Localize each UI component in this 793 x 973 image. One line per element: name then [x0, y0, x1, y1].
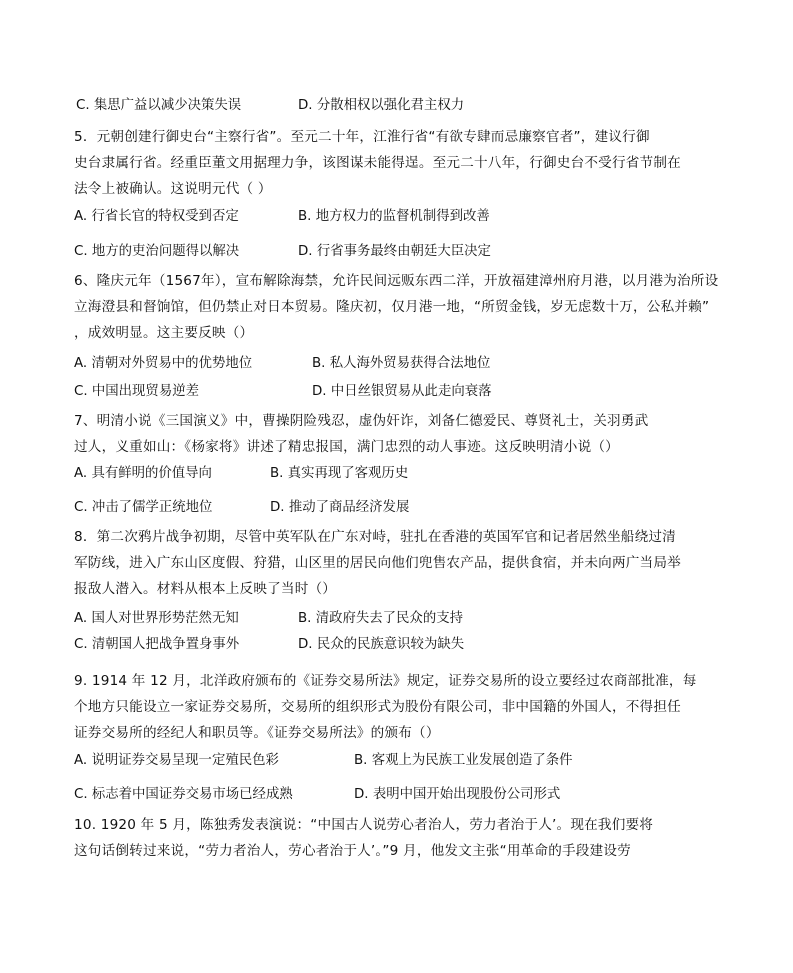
q5-option-d: D. 行省事务最终由朝廷大臣决定 — [298, 244, 491, 259]
q8-stem-line-1: 8．第二次鸦片战争初期，尽管中英军队在广东对峙，驻扎在香港的英国军官和记者居然坐船绕过清 — [74, 529, 676, 545]
q5-option-a: A. 行省长官的特权受到否定 — [74, 209, 239, 224]
q7-stem-line-1: 7、明清小说《三国演义》中，曹操阴险残忍，虚伪奸诈，刘备仁德爱民、尊贤礼士，关羽勇武 — [74, 413, 649, 429]
q8-option-d: D. 民众的民族意识较为缺失 — [298, 637, 465, 652]
q7-option-c: C. 冲击了儒学正统地位 — [74, 500, 213, 515]
q9-stem-line-3: 证券交易所的经纪人和职员等。《证券交易所法》的颁布（） — [74, 725, 440, 741]
q7-option-d: D. 推动了商品经济发展 — [270, 500, 410, 515]
q9-option-a: A. 说明证券交易呈现一定殖民色彩 — [74, 753, 279, 768]
q7-option-a: A. 具有鲜明的价值导向 — [74, 466, 212, 481]
q4-option-c: C. 集思广益以减少决策失误 — [76, 98, 242, 113]
q10-stem-line-2: 这句话倒转过来说，“劳力者治人，劳心者治于人’。”9 月，他发文主张“用革命的手段建设劳 — [74, 843, 631, 859]
q7-stem-line-2: 过人，义重如山：《杨家将》讲述了精忠报国，满门忠烈的动人事迹。这反映明清小说（） — [74, 439, 619, 455]
q8-stem-line-3: 报敌人潜入。材料从根本上反映了当时（） — [74, 581, 337, 597]
q5-stem-line-3: 法令上被确认。这说明元代（ ） — [74, 181, 272, 197]
q9-stem-line-1: 9. 1914 年 12 月，北洋政府颁布的《证券交易所法》规定，证券交易所的设立要经过农商部批准，每 — [74, 673, 697, 689]
q9-option-d: D. 表明中国开始出现股份公司形式 — [354, 787, 561, 802]
q5-option-b: B. 地方权力的监督机制得到改善 — [298, 209, 490, 224]
q8-option-a: A. 国人对世界形势茫然无知 — [74, 611, 239, 626]
q6-stem-line-3: ，成效明显。这主要反映（） — [74, 325, 254, 341]
q6-option-c: C. 中国出现贸易逆差 — [74, 384, 199, 399]
q8-option-b: B. 清政府失去了民众的支持 — [298, 611, 463, 626]
q9-option-b: B. 客观上为民族工业发展创造了条件 — [354, 753, 573, 768]
q5-stem-line-1: 5．元朝创建行御史台“主察行省”。至元二十年，江淮行省“有欲专肆而忌廉察官者”，建议行御 — [74, 129, 650, 145]
q5-stem-line-2: 史台隶属行省。经重臣董文用据理力争，该图谋未能得逞。至元二十八年，行御史台不受行省节制在 — [74, 155, 681, 171]
q10-stem-line-1: 10. 1920 年 5 月，陈独秀发表演说：“中国古人说劳心者治人，劳力者治于人’。现在我们要将 — [74, 817, 654, 833]
q6-stem-line-2: 立海澄县和督饷馆，但仍禁止对日本贸易。隆庆初，仅月港一地，“所贸金钱，岁无虑数十万，公私并赖” — [74, 299, 710, 315]
q4-option-d: D. 分散相权以强化君主权力 — [298, 98, 465, 113]
q7-option-b: B. 真实再现了客观历史 — [270, 466, 409, 481]
q5-option-c: C. 地方的吏治问题得以解决 — [74, 244, 240, 259]
q8-stem-line-2: 军防线，进入广东山区度假、狩猎，山区里的居民向他们兜售农产品，提供食宿，并未向两广当局举 — [74, 555, 681, 571]
q6-option-b: B. 私人海外贸易获得合法地位 — [312, 356, 491, 371]
q6-stem-line-1: 6、隆庆元年（1567年），宣布解除海禁，允许民间远贩东西二洋，开放福建漳州府月港，以月港为治所设 — [74, 273, 719, 289]
q9-option-c: C. 标志着中国证券交易市场已经成熟 — [74, 787, 293, 802]
q9-stem-line-2: 个地方只能设立一家证券交易所，交易所的组织形式为股份有限公司，非中国籍的外国人，不得担任 — [74, 699, 681, 715]
q8-option-c: C. 清朝国人把战争置身事外 — [74, 637, 240, 652]
q6-option-a: A. 清朝对外贸易中的优势地位 — [74, 356, 253, 371]
q6-option-d: D. 中日丝银贸易从此走向衰落 — [312, 384, 492, 399]
